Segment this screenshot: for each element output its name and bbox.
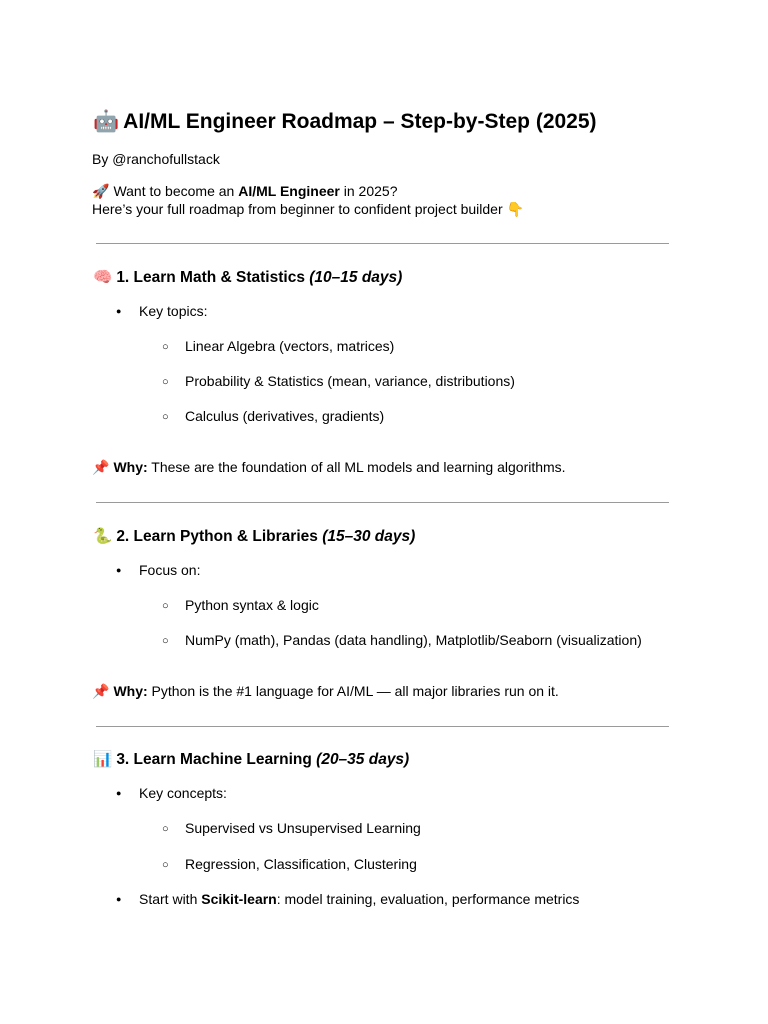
list-subitem: Python syntax & logic	[185, 597, 319, 613]
list-subitem: Calculus (derivatives, gradients)	[185, 408, 385, 424]
section-1-heading	[93, 268, 402, 287]
section-3-heading	[93, 750, 409, 769]
intro-line-2	[92, 201, 524, 218]
divider	[96, 243, 669, 244]
rocket-icon: 🚀	[92, 183, 110, 199]
divider	[96, 502, 669, 503]
why-text: Python is the #1 language for AI/ML — all major libraries run on it.	[151, 683, 559, 699]
bullet-circle	[162, 632, 169, 648]
bullet-circle	[162, 408, 169, 424]
bar-chart-icon: 📊	[93, 751, 113, 768]
bullet-circle	[162, 338, 169, 354]
intro-line-1	[92, 183, 397, 200]
intro-line-2-text: Here’s your full roadmap from beginner to confident project builder	[92, 201, 503, 217]
list-item-text-end: : model training, evaluation, performance metrics	[276, 891, 580, 907]
pushpin-icon: 📌	[92, 459, 110, 475]
list-subitem: Linear Algebra (vectors, matrices)	[185, 338, 395, 354]
why-note	[92, 459, 566, 476]
section-2-heading	[93, 527, 415, 546]
section-duration: (15–30 days)	[322, 528, 416, 545]
bullet-dot	[116, 891, 121, 907]
snake-icon: 🐍	[93, 528, 113, 545]
byline: By @ranchofullstack	[92, 151, 220, 167]
bullet-dot	[116, 303, 121, 319]
section-duration: (20–35 days)	[316, 751, 410, 768]
list-subitem: NumPy (math), Pandas (data handling), Matplotlib/Seaborn (visualization)	[185, 632, 642, 648]
list-item	[139, 891, 579, 908]
bullet-dot	[116, 785, 121, 801]
intro-text-end: in 2025?	[339, 183, 398, 199]
list-item: Focus on:	[139, 562, 201, 578]
intro-bold: AI/ML Engineer	[238, 183, 340, 199]
bullet-circle	[162, 856, 169, 872]
divider	[96, 726, 669, 727]
bullet-dot	[116, 562, 121, 578]
why-text: These are the foundation of all ML models and learning algorithms.	[151, 459, 566, 475]
page-title	[93, 110, 597, 134]
list-item: Key topics:	[139, 303, 208, 319]
pushpin-icon: 📌	[92, 683, 110, 699]
bullet-circle	[162, 597, 169, 613]
list-item-bold: Scikit-learn	[201, 891, 277, 907]
bullet-circle	[162, 373, 169, 389]
list-item: Key concepts:	[139, 785, 227, 801]
pointing-down-icon: 👇	[506, 201, 524, 217]
section-heading-text: 3. Learn Machine Learning	[116, 751, 312, 768]
why-label: Why:	[113, 459, 148, 475]
page-title-text: AI/ML Engineer Roadmap – Step-by-Step (2025)	[123, 110, 597, 133]
why-note	[92, 683, 559, 700]
list-subitem: Probability & Statistics (mean, variance, distributions)	[185, 373, 515, 389]
robot-icon: 🤖	[93, 110, 120, 133]
list-item-text: Start with	[139, 891, 202, 907]
bullet-circle	[162, 820, 169, 836]
why-label: Why:	[113, 683, 148, 699]
list-subitem: Supervised vs Unsupervised Learning	[185, 820, 421, 836]
list-subitem: Regression, Classification, Clustering	[185, 856, 417, 872]
brain-icon: 🧠	[93, 269, 113, 286]
section-duration: (10–15 days)	[309, 269, 403, 286]
intro-text: Want to become an	[113, 183, 239, 199]
section-heading-text: 2. Learn Python & Libraries	[116, 528, 318, 545]
section-heading-text: 1. Learn Math & Statistics	[116, 269, 305, 286]
